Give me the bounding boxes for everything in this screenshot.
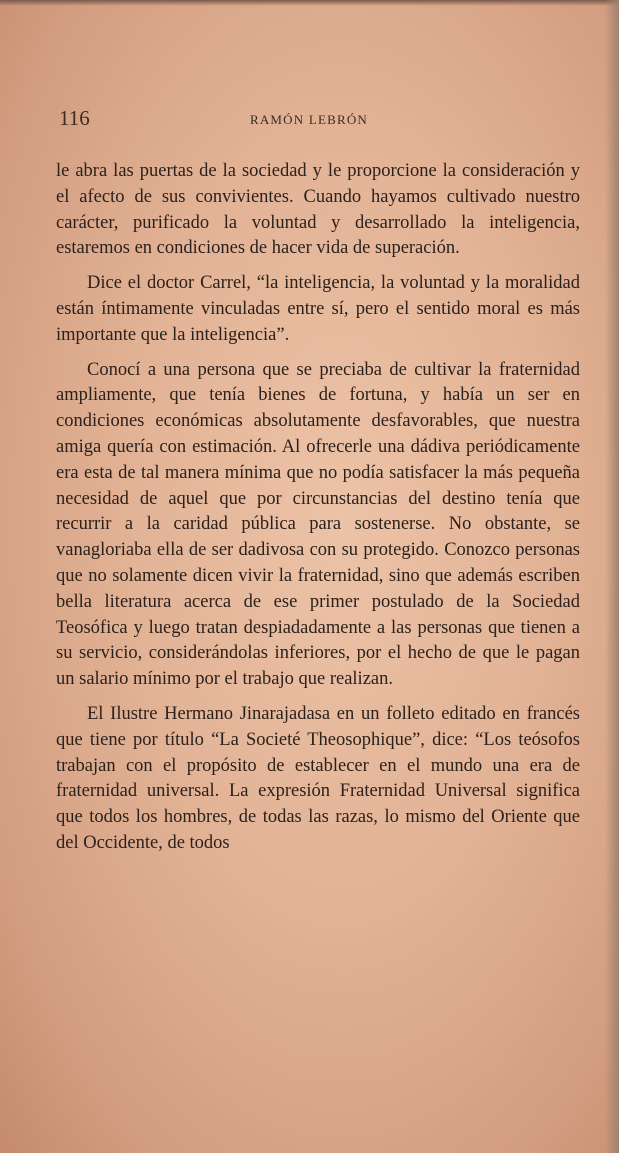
running-head-author: RAMÓN LEBRÓN [249,112,369,127]
body-text [56,159,580,866]
paragraph-fraternity-anecdote: Conocí a una persona que se preciaba de cultivar la fraternidad ampliamente, que tenía bienes de fortuna, y había un ser en condiciones económicas absolutamente desfavorables, que nuestra amiga quería con estimación. Al ofrecerle una dádiva periódicamente era esta de tal manera mínima que no podía satisfacer la más pequeña necesidad de aquel que por circunstancias del destino tenía que recurrir a la caridad pública para sostenerse. No obstante, se vanagloriaba ella de ser dadivosa con su protegido. Conozco personas que no solamente dicen vivir la fraternidad, sino que además escriben bella literatura acerca de ese primer postulado de la Sociedad Teosófica y luego tratan despiadadamente a las personas que tienen a su servicio, considerándolas inferiores, por el hecho de que le pagan un salario mínimo por el trabajo que realizan. [56,359,580,690]
page-top-shadow [0,0,619,6]
page-header [59,106,559,136]
page-number: 116 [59,106,90,130]
paragraph-continued: le abra las puertas de la sociedad y le proporcione la consideración y el afecto de sus convivientes. Cuando hayamos cultivado nuestro carácter, purificado la voluntad y desarrollado la inteligencia, estaremos en condiciones de hacer vida de superación. [56,161,580,259]
paragraph-carrel-quote: Dice el doctor Carrel, “la inteligencia, la voluntad y la moralidad están íntimamente vinculadas entre sí, pero el sentido moral es más importante que la inteligencia”. [56,273,580,345]
paragraph-jinarajadasa: El Ilustre Hermano Jinarajadasa en un folleto editado en francés que tiene por título “La Societé Theosophique”, dice: “Los teósofos trabajan con el propósito de establecer en el mundo una era de fraternidad universal. La expresión Fraternidad Universal significa que todos los hombres, de todas las razas, lo mismo del Oriente que del Occidente, de todos [56,703,580,853]
page-right-edge [605,0,619,1153]
